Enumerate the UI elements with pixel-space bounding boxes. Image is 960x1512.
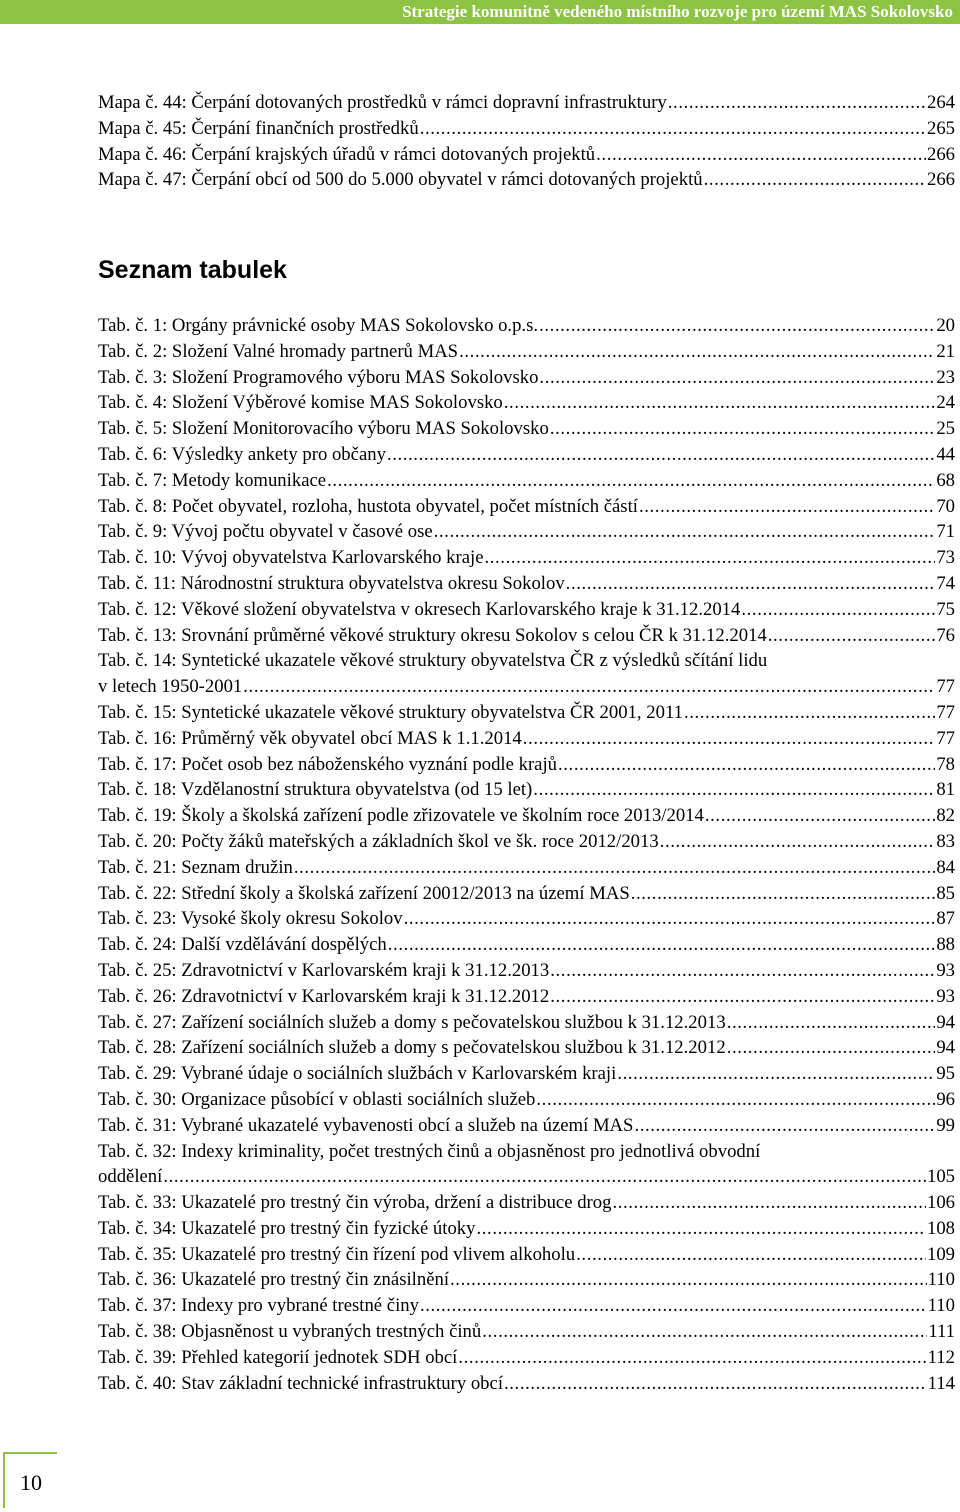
table-entry-page: 77 <box>936 727 955 749</box>
table-entry-label: Tab. č. 38: Objasněnost u vybraných trestných činů <box>98 1321 482 1343</box>
table-entry-page: 87 <box>936 908 955 930</box>
map-entry-label: Mapa č. 45: Čerpání finančních prostředků <box>98 117 419 139</box>
table-entry[interactable] <box>98 545 955 571</box>
table-entry-label: Tab. č. 25: Zdravotnictví v Karlovarském kraji k 31.12.2013 <box>98 959 550 981</box>
table-entry-page: 77 <box>936 676 955 698</box>
dot-leader <box>243 674 935 700</box>
table-entry[interactable] <box>98 906 955 932</box>
map-entry[interactable] <box>98 116 955 142</box>
map-entry[interactable] <box>98 142 955 168</box>
table-entry[interactable] <box>98 494 955 520</box>
table-entry-page: 106 <box>926 1192 955 1214</box>
table-entry[interactable] <box>98 1216 955 1242</box>
dot-leader <box>523 726 936 752</box>
table-entry-label-cont: v letech 1950-2001 <box>98 676 243 698</box>
table-entry-label: Tab. č. 19: Školy a školská zařízení podle zřizovatele ve školním roce 2013/2014 <box>98 805 704 827</box>
table-entry[interactable] <box>98 1087 955 1113</box>
table-entry-page: 71 <box>936 521 955 543</box>
dot-leader <box>617 1061 935 1087</box>
dot-leader <box>477 1216 926 1242</box>
table-entry-label: Tab. č. 34: Ukazatelé pro trestný čin fyzické útoky <box>98 1217 476 1239</box>
table-entry[interactable] <box>98 1035 955 1061</box>
dot-leader <box>631 881 936 907</box>
table-entry-label-cont: oddělení <box>98 1166 163 1188</box>
map-entry-label: Mapa č. 44: Čerpání dotovaných prostředků v rámci dopravní infrastruktury <box>98 92 667 113</box>
table-entry-label: Tab. č. 9: Vývoj počtu obyvatel v časové ose <box>98 521 433 543</box>
table-entry[interactable] <box>98 803 955 829</box>
dot-leader <box>741 597 935 623</box>
table-entry-page: 84 <box>936 856 955 878</box>
table-entry-label: Tab. č. 1: Orgány právnické osoby MAS Sokolovsko o.p.s. <box>98 315 539 336</box>
dot-leader <box>558 752 935 778</box>
table-entry[interactable] <box>98 932 955 958</box>
dot-leader <box>484 545 935 571</box>
table-entry-page: 95 <box>936 1063 955 1085</box>
table-entry[interactable] <box>98 571 955 597</box>
dot-leader <box>459 339 935 365</box>
dot-leader <box>420 116 926 142</box>
dot-leader <box>668 90 926 116</box>
table-entry[interactable] <box>98 442 955 468</box>
table-entry-page: 109 <box>926 1243 955 1265</box>
dot-leader <box>450 1267 927 1293</box>
table-entry-label: Tab. č. 6: Výsledky ankety pro občany <box>98 443 386 465</box>
table-entry-label: Tab. č. 13: Srovnání průměrné věkové struktury okresu Sokolov s celou ČR k 31.12.2014 <box>98 624 767 646</box>
page-number: 10 <box>20 1470 42 1495</box>
table-entry-label: Tab. č. 2: Složení Valné hromady partnerů MAS <box>98 340 459 362</box>
table-entry[interactable] <box>98 597 955 623</box>
table-entry-page: 85 <box>936 882 955 904</box>
table-entry-label: Tab. č. 15: Syntetické ukazatele věkové struktury obyvatelstva ČR 2001, 2011 <box>98 701 683 723</box>
dot-leader <box>327 468 935 494</box>
table-entry-page: 75 <box>936 598 955 620</box>
map-entry[interactable] <box>98 167 955 193</box>
table-entry-label: Tab. č. 12: Věkové složení obyvatelstva v okresech Karlovarského kraje k 31.12.2014 <box>98 598 741 620</box>
table-entry[interactable] <box>98 829 955 855</box>
dot-leader <box>388 932 936 958</box>
dot-leader <box>660 829 936 855</box>
table-entry-page: 73 <box>936 547 955 569</box>
table-entry-continuation[interactable] <box>98 674 955 700</box>
table-entry-page: 74 <box>936 572 955 594</box>
table-entry-label: Tab. č. 7: Metody komunikace <box>98 469 327 491</box>
table-entry-page: 78 <box>936 753 955 775</box>
dot-leader <box>639 494 935 520</box>
list-of-tables <box>98 313 955 1396</box>
dot-leader <box>294 855 935 881</box>
table-entry[interactable] <box>98 313 955 339</box>
dot-leader <box>163 1164 926 1190</box>
dot-leader <box>434 519 936 545</box>
table-entry[interactable] <box>98 1319 955 1345</box>
table-entry-page: 81 <box>936 779 955 801</box>
dot-leader <box>596 142 926 168</box>
table-entry-page: 20 <box>936 315 955 336</box>
table-entry[interactable] <box>98 777 955 803</box>
table-entry-page: 114 <box>927 1372 955 1394</box>
table-entry-label: Tab. č. 27: Zařízení sociálních služeb a domy s pečovatelskou službou k 31.12.2013 <box>98 1011 726 1033</box>
table-entry-label: Tab. č. 37: Indexy pro vybrané trestné činy <box>98 1295 419 1317</box>
dot-leader <box>705 803 935 829</box>
table-entry-label: Tab. č. 31: Vybrané ukazatelé vybavenosti obcí a služeb na území MAS <box>98 1114 634 1136</box>
table-entry[interactable] <box>98 1190 955 1216</box>
table-entry-page: 93 <box>936 985 955 1007</box>
dot-leader <box>504 390 936 416</box>
table-entry[interactable] <box>98 1010 955 1036</box>
table-entry[interactable] <box>98 623 955 649</box>
list-of-maps <box>98 90 955 193</box>
dot-leader <box>536 1087 935 1113</box>
table-entry[interactable] <box>98 958 955 984</box>
table-entry-page: 88 <box>936 934 955 956</box>
dot-leader <box>482 1319 927 1345</box>
table-entry-page: 108 <box>926 1217 955 1239</box>
dot-leader <box>458 1345 926 1371</box>
dot-leader <box>704 167 926 193</box>
dot-leader <box>404 906 936 932</box>
table-entry-page: 70 <box>936 495 955 517</box>
table-entry[interactable] <box>98 726 955 752</box>
table-entry[interactable] <box>98 1242 955 1268</box>
table-entry-page: 112 <box>927 1346 955 1368</box>
dot-leader <box>420 1293 927 1319</box>
table-entry[interactable] <box>98 1267 955 1293</box>
dot-leader <box>539 313 935 339</box>
table-entry[interactable] <box>98 468 955 494</box>
dot-leader <box>533 777 935 803</box>
table-entry-label: Tab. č. 8: Počet obyvatel, rozloha, hustota obyvatel, počet místních částí <box>98 495 638 517</box>
table-entry-label: Tab. č. 5: Složení Monitorovacího výboru MAS Sokolovsko <box>98 418 549 440</box>
table-entry[interactable] <box>98 1061 955 1087</box>
dot-leader <box>634 1113 935 1139</box>
table-entry-label: Tab. č. 26: Zdravotnictví v Karlovarském kraji k 31.12.2012 <box>98 985 550 1007</box>
dot-leader <box>550 958 935 984</box>
table-entry-label: Tab. č. 24: Další vzdělávání dospělých <box>98 934 387 956</box>
table-entry-label: Tab. č. 16: Průměrný věk obyvatel obcí MAS k 1.1.2014 <box>98 727 522 749</box>
dot-leader <box>504 1371 927 1397</box>
table-entry-page: 68 <box>936 469 955 491</box>
dot-leader <box>768 623 936 649</box>
table-entry-page: 110 <box>927 1295 955 1317</box>
table-entry[interactable] <box>98 700 955 726</box>
table-entry[interactable] <box>98 881 955 907</box>
table-entry-label: Tab. č. 40: Stav základní technické infrastruktury obcí <box>98 1372 504 1394</box>
table-entry-page: 105 <box>926 1166 955 1188</box>
table-entry-label: Tab. č. 21: Seznam družin <box>98 856 293 878</box>
table-entry-page: 24 <box>936 392 955 414</box>
table-entry-page: 99 <box>936 1114 955 1136</box>
map-entry-page: 265 <box>926 117 955 139</box>
map-entry-label: Mapa č. 47: Čerpání obcí od 500 do 5.000 obyvatel v rámci dotovaných projektů <box>98 169 703 191</box>
table-entry-label: Tab. č. 4: Složení Výběrové komise MAS Sokolovsko <box>98 392 503 414</box>
dot-leader <box>539 365 935 391</box>
dot-leader <box>550 416 936 442</box>
table-entry-page: 21 <box>936 340 955 362</box>
table-entry-label: Tab. č. 11: Národnostní struktura obyvatelstva okresu Sokolov <box>98 572 565 594</box>
table-entry-page: 111 <box>928 1321 955 1343</box>
table-entry-label: Tab. č. 28: Zařízení sociálních služeb a domy s pečovatelskou službou k 31.12.2012 <box>98 1037 726 1059</box>
table-entry[interactable] <box>98 339 955 365</box>
table-entry[interactable] <box>98 1113 955 1139</box>
table-entry[interactable] <box>98 648 955 674</box>
table-entry[interactable] <box>98 1345 955 1371</box>
table-entry-label: Tab. č. 3: Složení Programového výboru MAS Sokolovsko <box>98 366 539 388</box>
dot-leader <box>684 700 935 726</box>
table-entry[interactable] <box>98 519 955 545</box>
table-entry-label: Tab. č. 35: Ukazatelé pro trestný čin řízení pod vlivem alkoholu <box>98 1243 576 1265</box>
table-entry[interactable] <box>98 365 955 391</box>
header-bar <box>0 0 960 24</box>
table-entry-page: 96 <box>936 1088 955 1110</box>
table-entry-page: 44 <box>936 443 955 465</box>
table-entry[interactable] <box>98 416 955 442</box>
dot-leader <box>576 1242 926 1268</box>
table-entry-label: Tab. č. 36: Ukazatelé pro trestný čin znásilnění <box>98 1269 450 1291</box>
table-entry[interactable] <box>98 752 955 778</box>
table-entry[interactable] <box>98 1139 955 1165</box>
document-title: Strategie komunitně vedeného místního rozvoje pro území MAS Sokolovsko <box>402 2 953 21</box>
map-entry-label: Mapa č. 46: Čerpání krajských úřadů v rámci dotovaných projektů <box>98 143 596 165</box>
table-entry-page: 110 <box>927 1269 955 1291</box>
dot-leader <box>550 984 935 1010</box>
table-entry-label: Tab. č. 17: Počet osob bez náboženského vyznání podle krajů <box>98 753 557 775</box>
dot-leader <box>612 1190 926 1216</box>
table-entry-page: 77 <box>936 701 955 723</box>
section-heading: Seznam tabulek <box>98 256 287 284</box>
table-entry-label: Tab. č. 23: Vysoké školy okresu Sokolov <box>98 908 403 930</box>
table-entry-page: 83 <box>936 830 955 852</box>
table-entry-label: Tab. č. 39: Přehled kategorií jednotek SDH obcí <box>98 1346 458 1368</box>
map-entry-page: 266 <box>926 143 955 165</box>
table-entry[interactable] <box>98 984 955 1010</box>
dot-leader <box>566 571 936 597</box>
page-number-box <box>3 1452 57 1508</box>
table-entry-label: Tab. č. 30: Organizace působící v oblasti sociálních služeb <box>98 1088 536 1110</box>
table-entry-page: 93 <box>936 959 955 981</box>
table-entry-page: 76 <box>936 624 955 646</box>
table-entry-page: 82 <box>936 805 955 827</box>
table-entry-label: Tab. č. 32: Indexy kriminality, počet trestných činů a objasněnost pro jednotlivá obvodní <box>98 1140 761 1162</box>
table-entry-page: 94 <box>936 1011 955 1033</box>
table-entry-label: Tab. č. 14: Syntetické ukazatele věkové struktury obyvatelstva ČR z výsledků sčítání lidu <box>98 650 768 672</box>
table-entry-label: Tab. č. 33: Ukazatelé pro trestný čin výroba, držení a distribuce drog <box>98 1192 612 1214</box>
table-entry-label: Tab. č. 29: Vybrané údaje o sociálních službách v Karlovarském kraji <box>98 1063 617 1085</box>
table-entry-label: Tab. č. 20: Počty žáků mateřských a základních škol ve šk. roce 2012/2013 <box>98 830 659 852</box>
table-entry[interactable] <box>98 390 955 416</box>
map-entry-page: 264 <box>926 92 955 113</box>
table-entry-page: 23 <box>936 366 955 388</box>
table-entry-label: Tab. č. 22: Střední školy a školská zařízení 20012/2013 na území MAS <box>98 882 630 904</box>
table-entry-label: Tab. č. 10: Vývoj obyvatelstva Karlovarského kraje <box>98 547 484 569</box>
table-entry-page: 25 <box>936 418 955 440</box>
table-entry-label: Tab. č. 18: Vzdělanostní struktura obyvatelstva (od 15 let) <box>98 779 533 801</box>
map-entry-page: 266 <box>926 169 955 191</box>
map-entry[interactable] <box>98 90 955 116</box>
table-entry-page: 94 <box>936 1037 955 1059</box>
dot-leader <box>727 1010 936 1036</box>
table-entry[interactable] <box>98 1371 955 1397</box>
dot-leader <box>387 442 935 468</box>
table-entry[interactable] <box>98 1293 955 1319</box>
table-entry-continuation[interactable] <box>98 1164 955 1190</box>
table-entry[interactable] <box>98 855 955 881</box>
dot-leader <box>727 1035 936 1061</box>
